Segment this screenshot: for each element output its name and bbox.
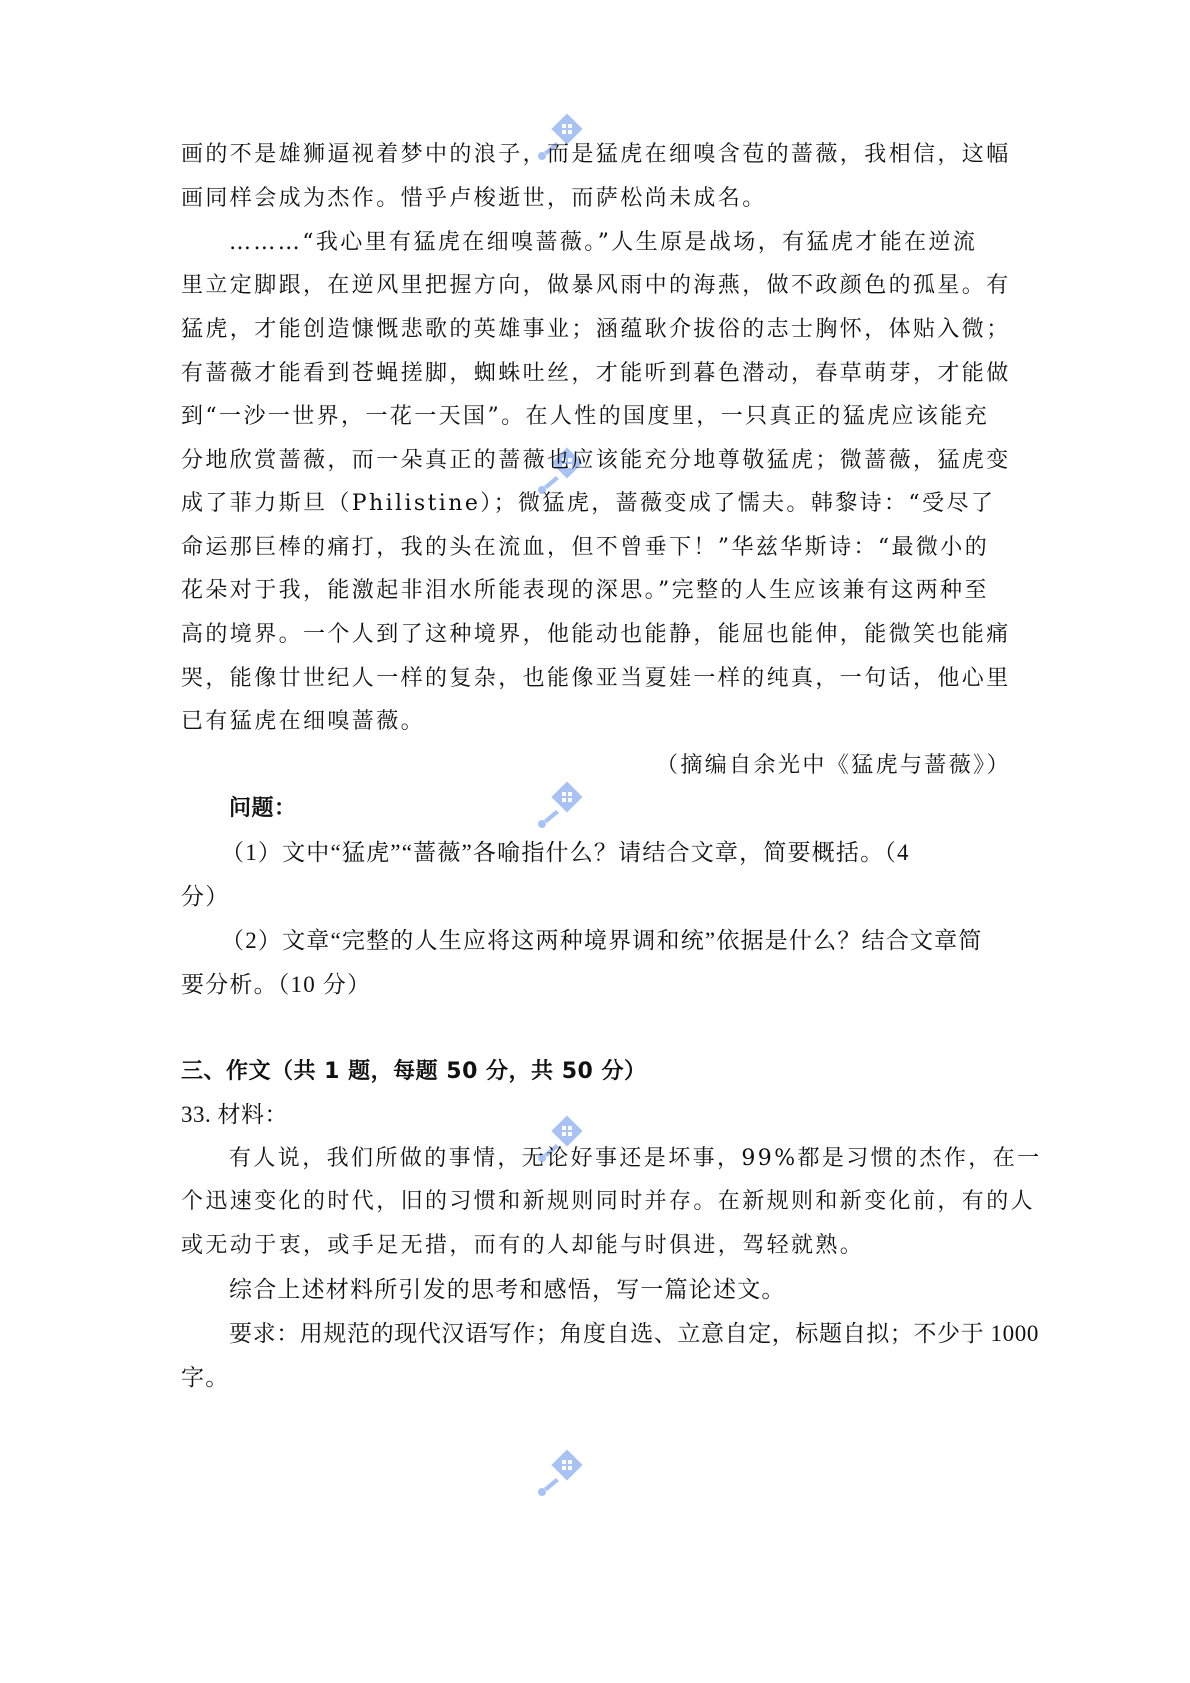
passage-source: （摘编自余光中《猛虎与蔷薇》）	[655, 753, 1011, 778]
material-line: 个迅速变化的时代，旧的习惯和新规则同时并存。在新规则和新变化前，有的人	[181, 1189, 1036, 1214]
passage-line: 猛虎，才能创造慷慨悲歌的英雄事业；涵蕴耿介拔俗的志士胸怀，体贴入微；	[181, 317, 1011, 342]
passage-line: 里立定脚跟，在逆风里把握方向，做暴风雨中的海燕，做不政颜色的孤星。有	[181, 273, 1011, 298]
material-line: 有人说，我们所做的事情，无论好事还是坏事，99%都是习惯的杰作，在一	[229, 1146, 1042, 1171]
passage-line: 哭，能像廿世纪人一样的复杂，也能像亚当夏娃一样的纯真，一句话，他心里	[181, 666, 1011, 691]
watermark-logo-icon	[532, 1448, 586, 1502]
question-2-continued: 要分析。（10 分）	[181, 972, 372, 997]
passage-line: 花朵对于我，能激起非泪水所能表现的深思。”完整的人生应该兼有这两种至	[181, 578, 989, 603]
passage-line: 成了菲力斯旦（Philistine）；微猛虎，蔷薇变成了懦夫。韩黎诗：“受尽了	[181, 491, 996, 516]
essay-requirement: 要求：用规范的现代汉语写作；角度自选、立意自定，标题自拟；不少于 1000	[229, 1321, 1039, 1346]
essay-requirement-continued: 字。	[181, 1365, 230, 1390]
passage-line: 画的不是雄狮逼视着梦中的浪子，而是猛虎在细嗅含苞的蔷薇，我相信，这幅	[181, 142, 1011, 167]
passage-line: ………“我心里有猛虎在细嗅蔷薇。”人生原是战场，有猛虎才能在逆流	[229, 230, 978, 255]
item-33-label: 33. 材料：	[181, 1102, 288, 1127]
watermark-logo-icon	[532, 780, 586, 834]
question-2: （2）文章“完整的人生应将这两种境界调和统”依据是什么？结合文章简	[221, 928, 983, 953]
passage-line: 分地欣赏蔷薇，而一朵真正的蔷薇也应该能充分地尊敬猛虎；微蔷薇，猛虎变	[181, 448, 1011, 473]
passage-line: 到“一沙一世界，一花一天国”。在人性的国度里，一只真正的猛虎应该能充	[181, 404, 990, 429]
passage-line: 命运那巨棒的痛打，我的头在流血，但不曾垂下！”华兹华斯诗：“最微小的	[181, 535, 990, 560]
material-line: 或无动于衷，或手足无措，而有的人却能与时俱进，驾轻就熟。	[181, 1233, 865, 1258]
questions-heading: 问题：	[229, 796, 297, 821]
passage-line: 有蔷薇才能看到苍蝇搓脚，蜘蛛吐丝，才能听到暮色潜动，春草萌芽，才能做	[181, 361, 1011, 386]
passage-line: 画同样会成为杰作。惜乎卢梭逝世，而萨松尚未成名。	[181, 186, 767, 211]
passage-line: 高的境界。一个人到了这种境界，他能动也能静，能屈也能伸，能微笑也能痛	[181, 622, 1011, 647]
section-3-heading: 三、作文（共 1 题，每题 50 分，共 50 分）	[181, 1059, 647, 1084]
question-1: （1）文中“猛虎”“蔷薇”各喻指什么？请结合文章，简要概括。（4	[221, 840, 910, 865]
passage-line: 已有猛虎在细嗅蔷薇。	[181, 709, 426, 734]
question-1-continued: 分）	[181, 884, 230, 909]
essay-instruction: 综合上述材料所引发的思考和感悟，写一篇论述文。	[229, 1277, 786, 1302]
